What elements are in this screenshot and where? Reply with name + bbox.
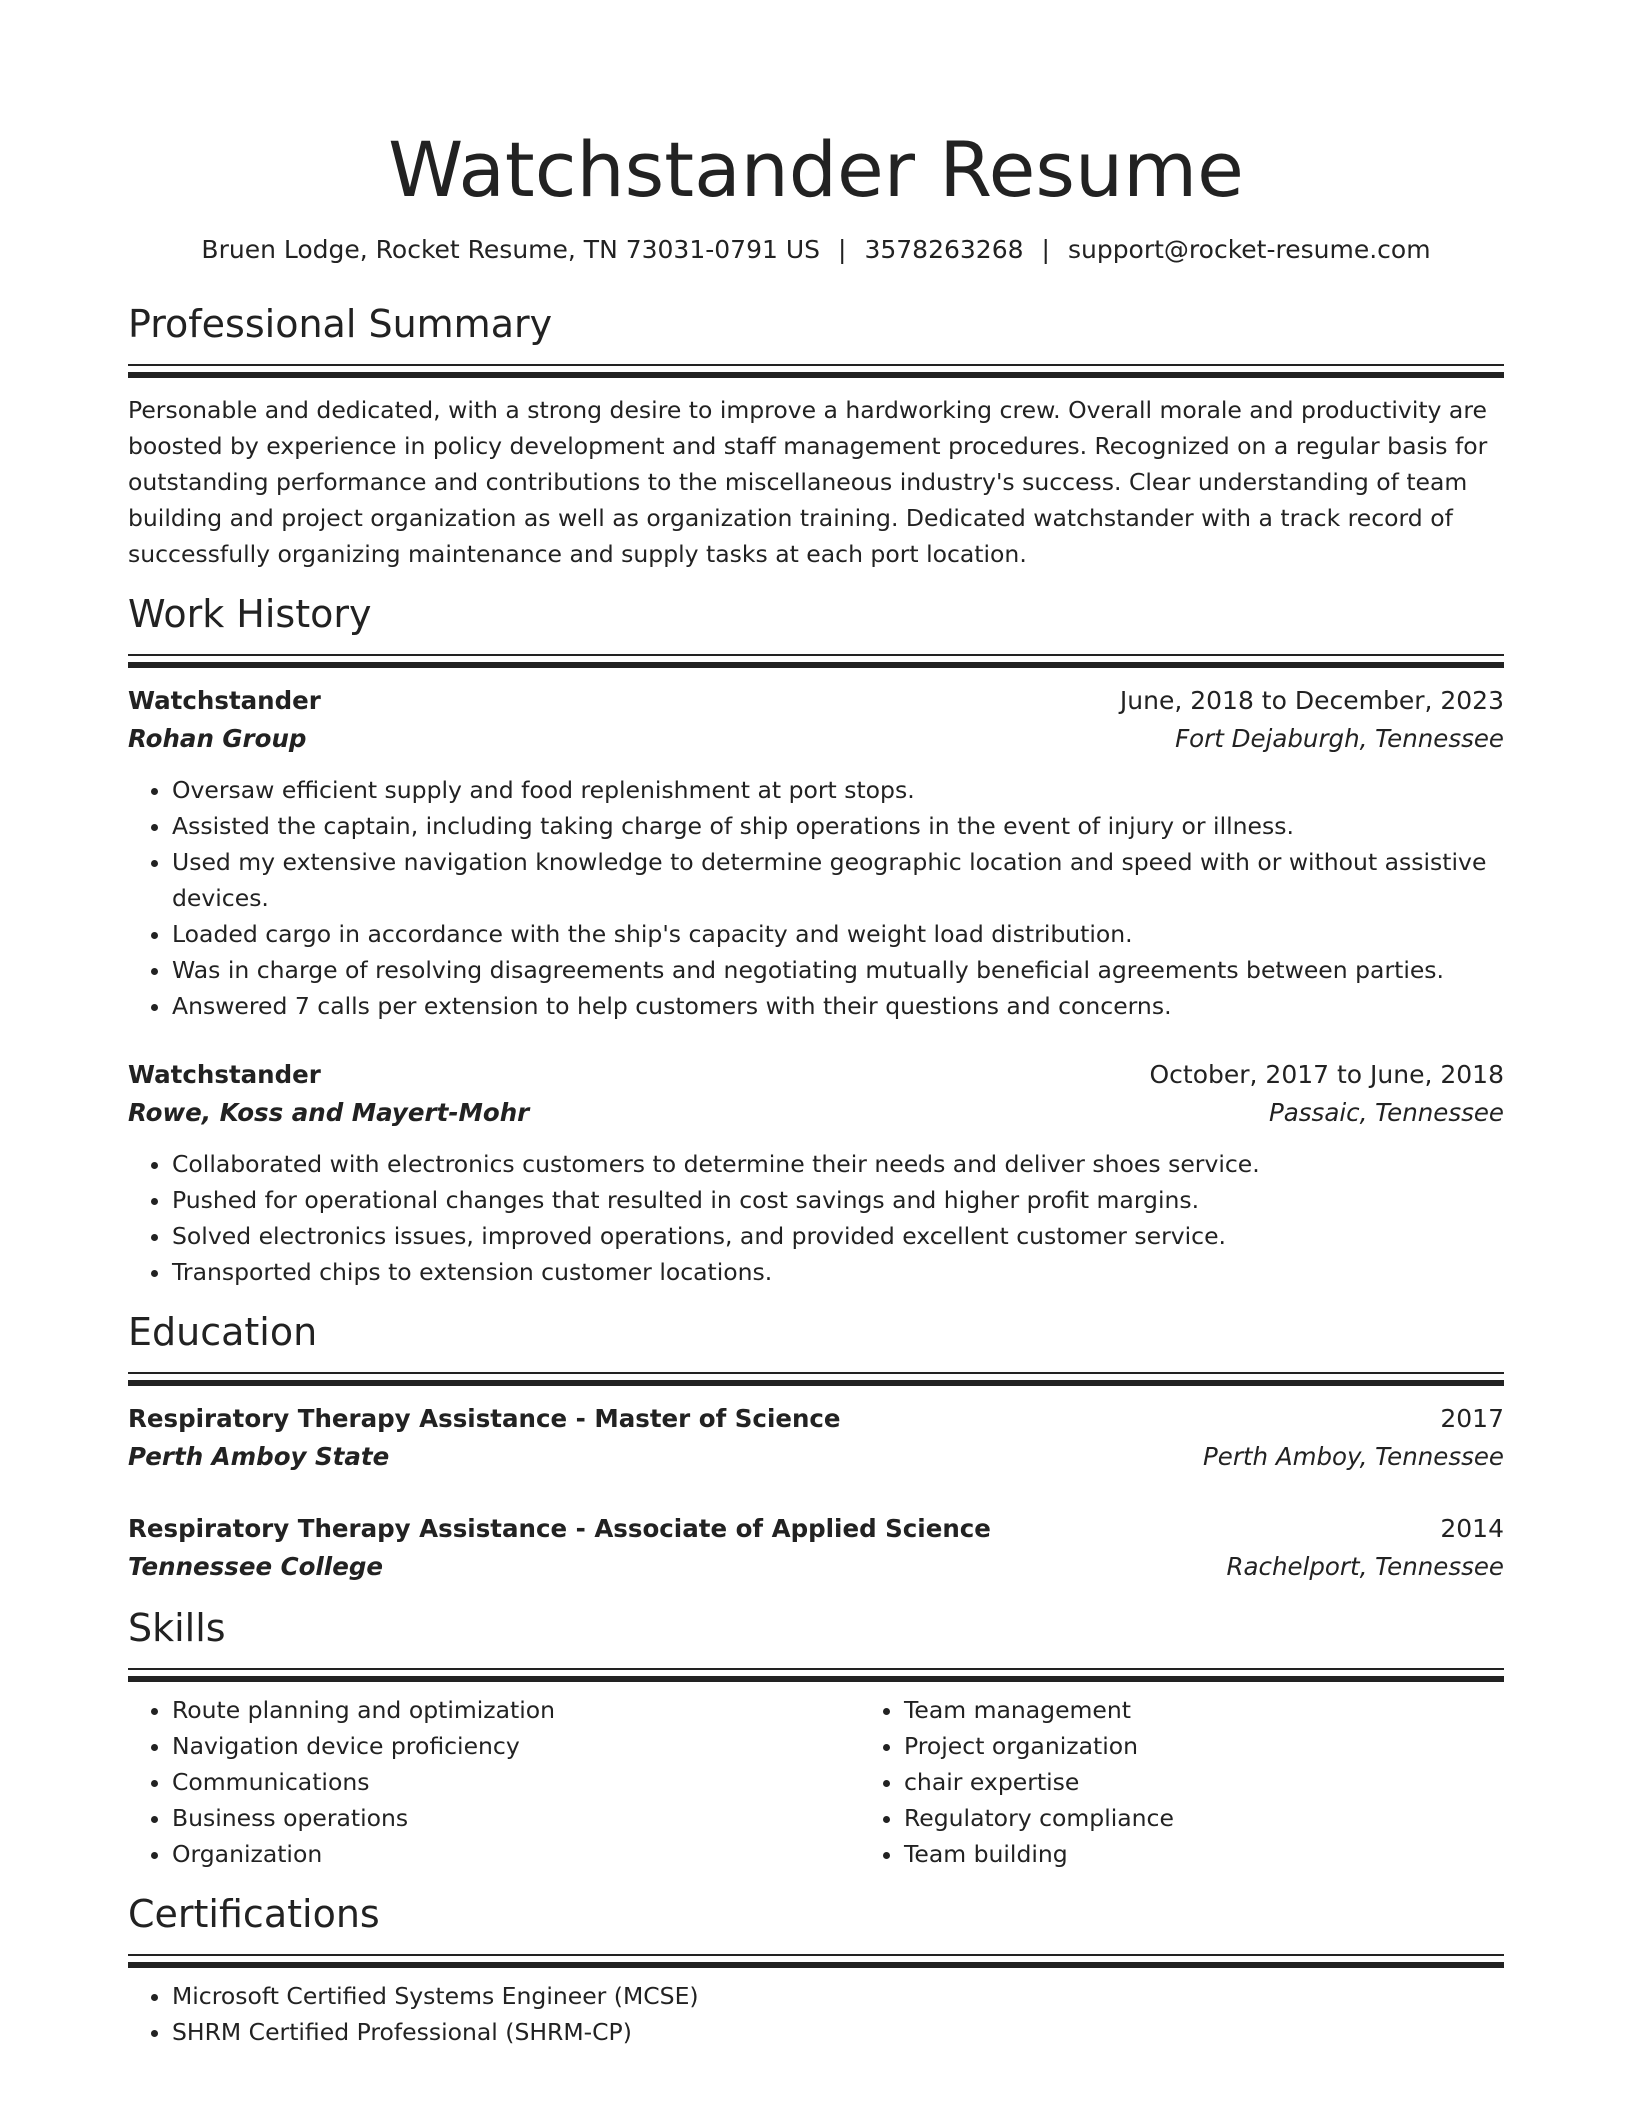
section-work-history: [128, 590, 1504, 1290]
section-heading-work: Work History: [128, 592, 372, 636]
job-dates: June, 2018 to December, 2023: [1119, 686, 1504, 715]
list-item: • Transported chips to extension customer locations.: [172, 1254, 1504, 1290]
list-item: • Solved electronics issues, improved operations, and provided excellent customer service.: [172, 1218, 1504, 1254]
education-degree-row: [128, 1400, 1504, 1438]
list-item: • Was in charge of resolving disagreements and negotiating mutually beneficial agreements between parties.: [172, 952, 1504, 988]
list-item: • Microsoft Certified Systems Engineer (MCSE): [172, 1978, 1504, 2014]
education-location: Perth Amboy, Tennessee: [1203, 1442, 1504, 1471]
contact-separator: |: [838, 235, 847, 264]
section-rule-thick: [128, 1962, 1504, 1968]
list-item: • Navigation device proficiency: [172, 1728, 860, 1764]
list-item: • chair expertise: [904, 1764, 1592, 1800]
list-item: • Pushed for operational changes that resulted in cost savings and higher profit margins.: [172, 1182, 1504, 1218]
education-school-row: [128, 1438, 1504, 1476]
section-education: [128, 1308, 1504, 1586]
resume-title: Watchstander Resume: [388, 125, 1244, 214]
list-item: • Used my extensive navigation knowledge to determine geographic location and speed with or without assistive devices.: [172, 844, 1504, 916]
education-year: 2014: [1440, 1514, 1504, 1543]
list-item: • Team building: [904, 1836, 1592, 1872]
education-school-row: [128, 1548, 1504, 1586]
section-rule: [128, 654, 1504, 656]
list-item: • Assisted the captain, including taking charge of ship operations in the event of injury or illness.: [172, 808, 1504, 844]
list-item: • Loaded cargo in accordance with the ship's capacity and weight load distribution.: [172, 916, 1504, 952]
contact-phone: 3578263268: [864, 235, 1024, 264]
list-item: • Collaborated with electronics customers to determine their needs and deliver shoes service.: [172, 1146, 1504, 1182]
list-item: • Oversaw efficient supply and food replenishment at port stops.: [172, 772, 1504, 808]
section-rule-thick: [128, 372, 1504, 378]
contact-address: Bruen Lodge, Rocket Resume, TN 73031-0791 US: [201, 235, 821, 264]
section-rule-thick: [128, 662, 1504, 668]
education-location: Rachelport, Tennessee: [1226, 1552, 1504, 1581]
summary-text: Personable and dedicated, with a strong desire to improve a hardworking crew. Overall morale and productivity are boosted by experience in policy development and staff management procedures. Recognized on a regular basis for outstanding performance and contributions to the miscellaneous industry's success. Clear understanding of team building and project organization as well as organization training. Dedicated watchstander with a track record of successfully organizing maintenance and supply tasks at each port location.: [128, 396, 1488, 568]
section-rule-thick: [128, 1380, 1504, 1386]
contact-email: support@rocket-resume.com: [1067, 235, 1431, 264]
education-entry: [128, 1400, 1504, 1476]
job-entry: [128, 682, 1504, 1024]
list-item: • Project organization: [904, 1728, 1592, 1764]
list-item: • Communications: [172, 1764, 860, 1800]
section-rule: [128, 364, 1504, 366]
skills-list-left: [128, 1692, 860, 1872]
job-title: Watchstander: [128, 1060, 321, 1089]
education-degree: Respiratory Therapy Assistance - Master of Science: [128, 1404, 841, 1433]
education-school: Tennessee College: [128, 1552, 383, 1581]
list-item: • Business operations: [172, 1800, 860, 1836]
list-item: • Route planning and optimization: [172, 1692, 860, 1728]
job-dates: October, 2017 to June, 2018: [1149, 1060, 1504, 1089]
job-company-row: [128, 720, 1504, 758]
section-heading-summary: Professional Summary: [128, 302, 553, 346]
job-title: Watchstander: [128, 686, 321, 715]
job-entry: [128, 1056, 1504, 1290]
list-item: • SHRM Certified Professional (SHRM-CP): [172, 2014, 1504, 2050]
job-title-row: [128, 1056, 1504, 1094]
resume-page: [128, 0, 1504, 2050]
job-location: Fort Dejaburgh, Tennessee: [1175, 724, 1504, 753]
education-school: Perth Amboy State: [128, 1442, 390, 1471]
education-degree: Respiratory Therapy Assistance - Associate of Applied Science: [128, 1514, 991, 1543]
job-location: Passaic, Tennessee: [1269, 1098, 1504, 1127]
job-company-row: [128, 1094, 1504, 1132]
education-degree-row: [128, 1510, 1504, 1548]
section-rule: [128, 1954, 1504, 1956]
job-bullets: [128, 1146, 1504, 1290]
job-company: Rowe, Koss and Mayert-Mohr: [128, 1098, 530, 1127]
section-heading-education: Education: [128, 1310, 318, 1354]
section-summary: [128, 300, 1504, 572]
job-title-row: [128, 682, 1504, 720]
section-heading-certifications: Certifications: [128, 1892, 380, 1936]
section-skills: [128, 1604, 1504, 1872]
section-rule-thick: [128, 1676, 1504, 1682]
education-year: 2017: [1440, 1404, 1504, 1433]
skills-list-right: [860, 1692, 1592, 1872]
job-company: Rohan Group: [128, 724, 307, 753]
certifications-list: [128, 1978, 1504, 2050]
section-certifications: [128, 1890, 1504, 2050]
skills-columns: [128, 1692, 1504, 1872]
list-item: • Regulatory compliance: [904, 1800, 1592, 1836]
list-item: • Team management: [904, 1692, 1592, 1728]
section-heading-skills: Skills: [128, 1606, 226, 1650]
list-item: • Answered 7 calls per extension to help customers with their questions and concerns.: [172, 988, 1504, 1024]
section-rule: [128, 1372, 1504, 1374]
job-bullets: [128, 772, 1504, 1024]
list-item: • Organization: [172, 1836, 860, 1872]
section-rule: [128, 1668, 1504, 1670]
education-entry: [128, 1510, 1504, 1586]
contact-line: [128, 234, 1504, 266]
contact-separator: |: [1041, 235, 1050, 264]
